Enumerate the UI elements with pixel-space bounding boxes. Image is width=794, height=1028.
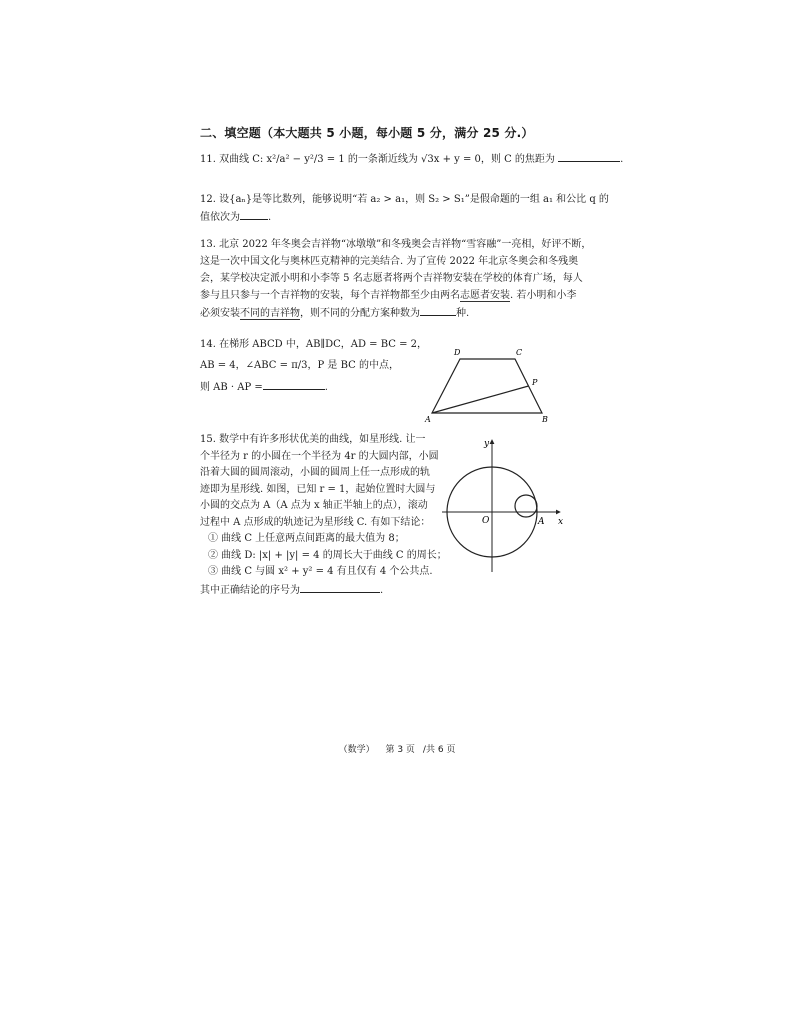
q13-line5b: ，则不同的分配方案种数为: [300, 308, 420, 319]
question-13: [200, 236, 591, 322]
q15-answer-blank[interactable]: [300, 581, 380, 593]
q13-line2: 这是一次中国文化与奥林匹克精神的完美结合. 为了宣传 2022 年北京冬奥会和冬残奥: [200, 256, 579, 267]
label-a: A: [425, 415, 431, 424]
q11-end: .: [620, 154, 624, 165]
q15-item3: ③ 曲线 C 与圆 x² + y² = 4 有且仅有 4 个公共点.: [208, 566, 433, 577]
q13-answer-blank[interactable]: [420, 304, 456, 316]
q12-line2: 值依次为: [200, 212, 240, 223]
q13-underlined-phrase-1: 志愿者安装: [460, 290, 510, 301]
trapezoid-abcd: [432, 359, 542, 413]
footer-page: 第 3 页: [385, 745, 415, 755]
label-c: C: [516, 348, 523, 357]
q15-line1: 数学中有许多形状优美的曲线，如星形线. 让一: [219, 434, 426, 445]
q13-number: 13.: [200, 239, 216, 250]
small-circle: [515, 495, 537, 517]
q15-number: 15.: [200, 434, 216, 445]
q12-answer-blank[interactable]: [240, 208, 268, 220]
section-title: 二、填空题（本大题共 5 小题，每小题 5 分，满分 25 分.）: [200, 126, 534, 140]
q15-item1: ① 曲线 C 上任意两点间距离的最大值为 8；: [208, 533, 405, 544]
q14-end: .: [324, 382, 328, 393]
q13-line1: 北京 2022 年冬奥会吉祥物“冰墩墩”和冬残奥会吉祥物“雪容融”一亮相，好评不断，: [219, 239, 592, 250]
q14-answer-blank[interactable]: [263, 378, 325, 390]
label-b: B: [542, 415, 548, 424]
label-x: x: [558, 517, 564, 527]
q15-line6: 过程中 A 点形成的轨迹记为星形线 C. 有如下结论：: [200, 516, 431, 528]
q14-line1: 在梯形 ABCD 中，AB∥DC，AD = BC = 2，: [219, 339, 427, 350]
q15-line7: 其中正确结论的序号为: [200, 584, 300, 596]
q15-item2: ② 曲线 D: |x| + |y| = 4 的周长大于曲线 C 的周长；: [208, 549, 447, 561]
astroid-figure: [440, 432, 580, 577]
q11-number: 11.: [200, 154, 216, 165]
q11-answer-blank[interactable]: [558, 150, 620, 162]
q14-line3: 则 AB · AP =: [200, 382, 263, 393]
segment-ap: [432, 386, 529, 413]
q13-underlined-phrase-2: 不同的吉祥物: [240, 308, 300, 319]
q15-end: .: [380, 584, 384, 596]
label-a-point: A: [538, 517, 545, 527]
label-p: P: [532, 378, 538, 387]
q13-line4b: . 若小明和小李: [510, 290, 577, 301]
q15-line3: 沿着大圆的圆周滚动，小圆的圆周上任一点形成的轨: [200, 467, 430, 478]
q13-line4a: 参与且只参与一个吉祥物的安装，每个吉祥物都至少由两名: [200, 290, 460, 301]
page-footer: [0, 742, 794, 755]
q15-line2: 个半径为 r 的小圆在一个半径为 4r 的大圆内部，小圆: [200, 450, 439, 462]
q14-line2: AB = 4，∠ABC = π/3，P 是 BC 的中点，: [200, 360, 399, 371]
footer-subject: （数学）: [338, 745, 375, 755]
question-14: [200, 336, 427, 396]
q12-end: .: [268, 212, 272, 223]
trapezoid-figure: [420, 345, 560, 425]
q13-line3: 会，某学校决定派小明和小李等 5 名志愿者将两个吉祥物安装在学校的体育广场，每人: [200, 273, 583, 284]
q15-line4: 迹即为星形线. 如图，已知 r = 1，起始位置时大圆与: [200, 483, 436, 495]
label-y: y: [484, 439, 490, 449]
q13-line5c: 种.: [456, 308, 470, 319]
label-d: D: [454, 348, 461, 357]
footer-total: /共 6 页: [422, 745, 456, 755]
q12-number: 12.: [200, 194, 216, 205]
question-15: [200, 432, 447, 599]
question-12: [200, 191, 609, 226]
q15-line5: 小圆的交点为 A（A 点为 x 轴正半轴上的点），滚动: [200, 500, 428, 511]
q14-number: 14.: [200, 339, 216, 350]
q11-text: 双曲线 C: x²/a² − y²/3 = 1 的一条渐近线为 √3x + y = 0，则 C 的焦距为: [219, 154, 555, 165]
q13-line5a: 必须安装: [200, 308, 240, 319]
q12-line1: 设{aₙ}是等比数列，能够说明“若 a₂ > a₁，则 S₂ > S₁”是假命题的一组 a₁ 和公比 q 的: [219, 194, 609, 205]
question-11: [200, 150, 623, 168]
label-o: O: [482, 516, 490, 526]
